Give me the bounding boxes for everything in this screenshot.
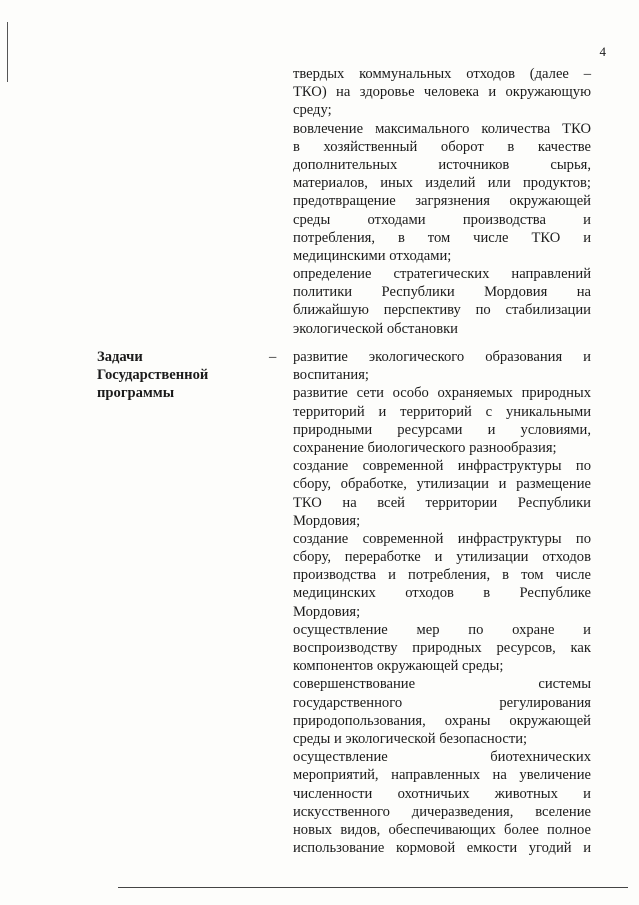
tasks-text-line: использование кормовой емкости угодий и: [293, 840, 591, 857]
tasks-text-line: численности охотничьих животных и: [293, 785, 591, 802]
tasks-text-line: Мордовия;: [293, 512, 361, 529]
tasks-text-line: природопользования, охраны окружающей: [293, 712, 591, 729]
tasks-text-line: Мордовия;: [293, 603, 361, 620]
tasks-text-line: развитие сети особо охраняемых природных: [293, 385, 591, 402]
tasks-text-line: компонентов окружающей среды;: [293, 658, 504, 675]
tasks-text-line: производства и потребления, в том числе: [293, 567, 591, 584]
goals-text-line: среды отходами производства и: [293, 211, 591, 228]
bottom-rule: [118, 887, 628, 888]
tasks-section-label: [97, 348, 257, 403]
tasks-text-line: сохранение биологического разнообразия;: [293, 439, 557, 456]
goals-text-line: дополнительных источников сырья,: [293, 156, 591, 173]
page-number: 4: [599, 44, 606, 59]
tasks-text: [293, 348, 591, 857]
tasks-label-line-1: Задачи: [97, 349, 143, 365]
goals-text-line: в хозяйственный оборот в качестве: [293, 138, 591, 155]
tasks-text-line: осуществление мер по охране и: [293, 621, 591, 638]
tasks-text-line: развитие экологического образования и: [293, 349, 591, 365]
tasks-text-line: сбору, обработке, утилизации и размещение: [293, 476, 591, 493]
goals-text-line: потребления, в том числе ТКО и: [293, 229, 591, 246]
scan-edge-mark: [7, 22, 8, 82]
tasks-text-line: искусственного дичеразведения, вселение: [293, 803, 591, 820]
tasks-text-line: медицинских отходов в Республике: [293, 585, 591, 602]
goals-continued-text: [293, 65, 591, 338]
goals-text-line: экологической обстановки: [293, 320, 458, 337]
goals-text-line: вовлечение максимального количества ТКО: [293, 120, 591, 137]
goals-text-line: медицинскими отходами;: [293, 247, 452, 264]
goals-text-line: среду;: [293, 102, 332, 119]
goals-text-line: материалов, иных изделий или продуктов;: [293, 175, 591, 192]
tasks-text-line: сбору, переработке и утилизации отходов: [293, 549, 591, 566]
tasks-label-line-3: программы: [97, 385, 175, 402]
tasks-text-line: ТКО на всей территории Республики: [293, 494, 591, 511]
tasks-text-line: новых видов, обеспечивающих более полное: [293, 821, 591, 838]
tasks-text-line: совершенствование системы: [293, 676, 591, 693]
tasks-text-line: среды и экологической безопасности;: [293, 730, 528, 747]
goals-text-line: твердых коммунальных отходов (далее –: [293, 66, 591, 82]
goals-text-line: ТКО) на здоровье человека и окружающую: [293, 84, 591, 101]
tasks-text-line: природными ресурсами и условиями,: [293, 421, 591, 438]
label-dash: –: [269, 349, 277, 365]
tasks-text-line: воспитания;: [293, 367, 369, 384]
tasks-text-line: государственного регулирования: [293, 694, 591, 711]
tasks-text-line: территорий и территорий с уникальными: [293, 403, 591, 420]
goals-text-line: ближайшую перспективу по стабилизации: [293, 302, 591, 319]
goals-text-line: определение стратегических направлений: [293, 266, 591, 283]
goals-text-line: политики Республики Мордовия на: [293, 284, 591, 301]
tasks-text-line: воспроизводству природных ресурсов, как: [293, 640, 591, 656]
tasks-text-line: мероприятий, направленных на увеличение: [293, 767, 591, 784]
goals-text-line: предотвращение загрязнения окружающей: [293, 193, 591, 210]
tasks-text-line: создание современной инфраструктуры по: [293, 458, 591, 475]
tasks-text-line: осуществление биотехнических: [293, 749, 591, 766]
tasks-text-line: создание современной инфраструктуры по: [293, 530, 591, 547]
tasks-label-line-2: Государственной: [97, 367, 209, 384]
